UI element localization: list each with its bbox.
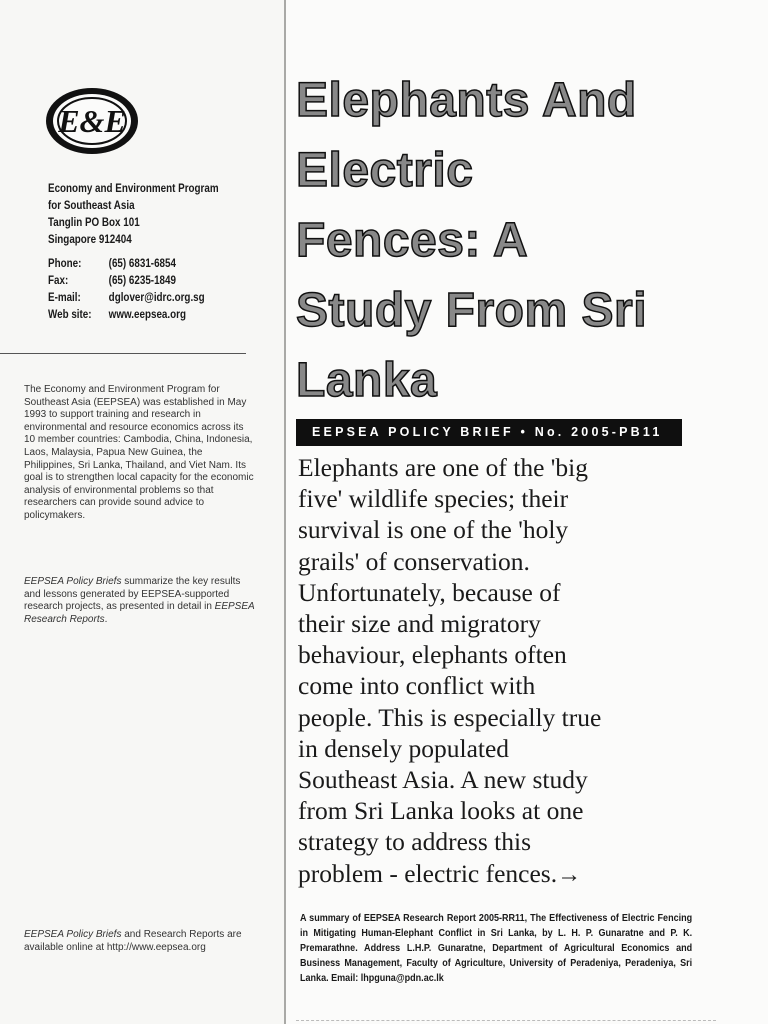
program-address	[48, 180, 219, 248]
contact-label: Web site:	[48, 307, 92, 321]
lead-line: behaviour, elephants often	[298, 640, 567, 670]
logo-text: E&E	[58, 103, 126, 139]
column-divider	[284, 0, 286, 1024]
contact-value: (65) 6831-6854	[108, 256, 176, 270]
online-text: and Research Reports are available online at http://www.eepsea.org	[24, 929, 242, 953]
online-availability-note	[24, 929, 256, 954]
lead-line: people. This is especially true	[298, 702, 602, 732]
eepsea-logo	[44, 86, 140, 156]
lead-line-last	[298, 858, 698, 891]
lead-line: Elephants are one of the 'big	[298, 453, 588, 482]
briefs-text: summarize the key results and lessons generated by EEPSEA-supported research projects, as presented in detail in	[24, 576, 241, 613]
website-link[interactable]: www.eepsea.org	[108, 307, 186, 321]
contact-fax	[48, 272, 245, 289]
lead-line: Southeast Asia. A new study	[298, 765, 588, 795]
email-link[interactable]: dglover@idrc.org.sg	[108, 290, 205, 304]
online-italic: EEPSEA Policy Briefs	[24, 929, 122, 940]
page-title	[296, 66, 766, 416]
report-summary: A summary of EEPSEA Research Report 2005-RR11, The Effectiveness of Electric Fencing in Mitigating Human-Elephant Conflict in Sri Lanka, by L. H. P. Gunaratne and P. K. Premarathne. Address L.H.P. Gunaratne, Department of Agricultural Economics and Business Management, Faculty of Agriculture, University of Peradeniya, Peradeniya, Sri Lanka. Email: lhpguna@pdn.ac.lk	[300, 912, 693, 984]
title-line: Electric	[296, 144, 474, 197]
briefs-italic: EEPSEA Policy Briefs	[24, 576, 122, 587]
lead-line: in densely populated	[298, 733, 510, 763]
title-line: Elephants And	[296, 74, 637, 127]
address-line: Tanglin PO Box 101	[48, 215, 140, 229]
reports-italic: EEPSEA Research Reports	[24, 601, 255, 625]
lead-line: Unfortunately, because of	[298, 577, 561, 607]
contact-label: Phone:	[48, 256, 82, 270]
contact-email	[48, 289, 245, 306]
address-line: Singapore 912404	[48, 232, 132, 246]
title-line: Fences: A	[296, 214, 529, 267]
title-line: Lanka	[296, 354, 438, 407]
sidebar-divider	[0, 353, 246, 354]
lead-paragraph	[298, 452, 698, 891]
lead-line: five' wildlife species; their	[298, 484, 569, 514]
policy-briefs-note	[24, 576, 256, 626]
address-line: Economy and Environment Program	[48, 181, 219, 195]
lead-line: come into conflict with	[298, 671, 536, 701]
lead-line: strategy to address this	[298, 827, 531, 857]
bottom-rule	[296, 1020, 716, 1022]
address-line: for Southeast Asia	[48, 198, 135, 212]
lead-line: from Sri Lanka looks at one	[298, 796, 584, 826]
contact-label: Fax:	[48, 273, 69, 287]
about-eepsea	[24, 384, 254, 523]
about-text: The Economy and Environment Program for Southeast Asia (EEPSEA) was established in May 1993 to support training and research in environmental and resource economics across its 10 member countries: Cambodia, China, Indonesia, Laos, Malaysia, Papua New Guinea, the Philippines, Sri Lanka, Thailand, and Viet Nam. Its goal is to strengthen local capacity for the economic analysis of environmental problems so that researchers can provide sound advice to policymakers.	[24, 384, 254, 521]
lead-line: grails' of conservation.	[298, 546, 530, 576]
contact-phone	[48, 255, 245, 272]
briefs-end: .	[104, 613, 108, 625]
contact-website	[48, 306, 245, 323]
lead-line: survival is one of the 'holy	[298, 515, 569, 545]
policy-brief-banner: EEPSEA POLICY BRIEF • No. 2005-PB11	[296, 419, 682, 446]
contact-label: E-mail:	[48, 290, 81, 304]
lead-line: their size and migratory	[298, 609, 541, 639]
lead-line: problem - electric fences.	[298, 858, 558, 888]
contact-list	[48, 255, 245, 323]
continue-arrow-icon: →	[557, 861, 576, 888]
title-line: Study From Sri	[296, 284, 648, 337]
contact-value: (65) 6235-1849	[108, 273, 176, 287]
